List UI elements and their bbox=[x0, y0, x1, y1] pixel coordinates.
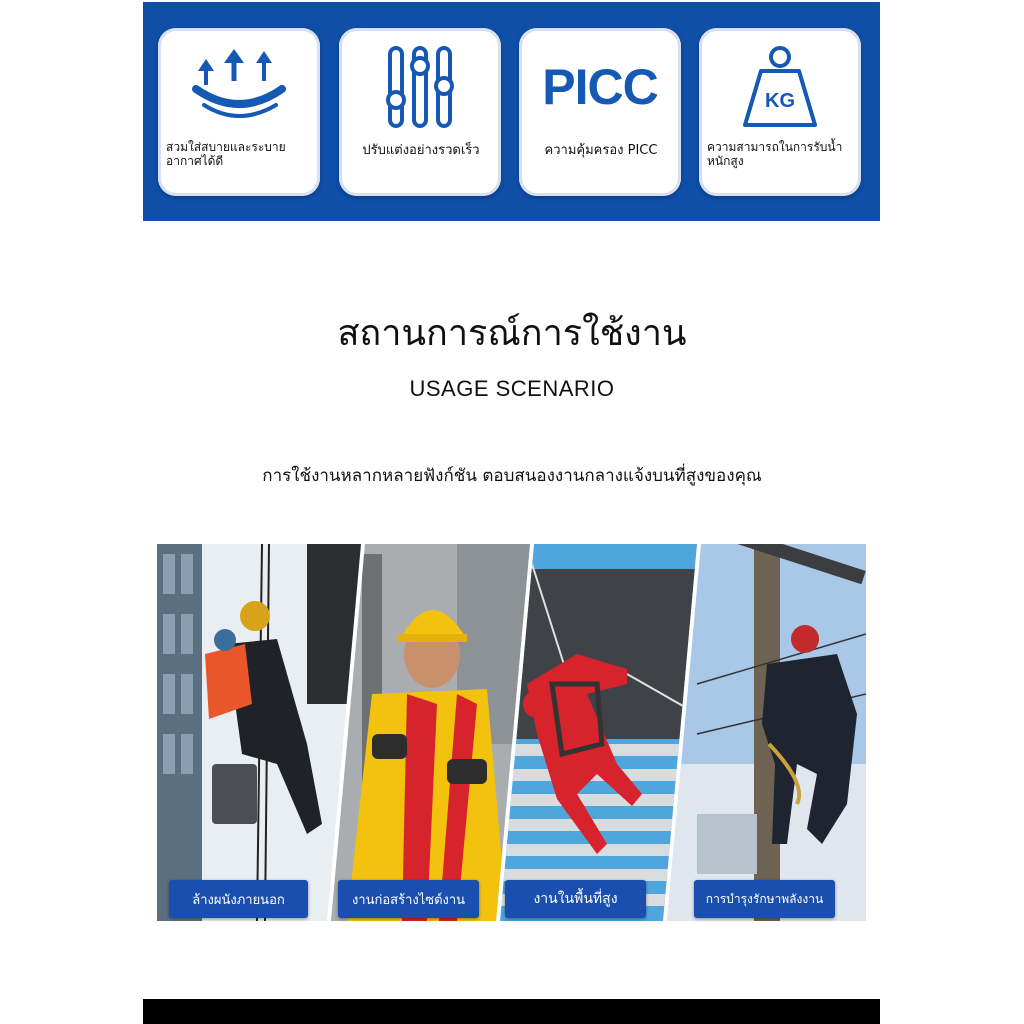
feature-card-adjust bbox=[339, 28, 501, 196]
picc-logo bbox=[519, 42, 681, 132]
feature-label: ความสามารถในการรับน้ำหนักสูง bbox=[707, 140, 843, 168]
feature-card-load bbox=[699, 28, 861, 196]
kg-weight-icon bbox=[699, 42, 861, 132]
adjust-sliders-icon bbox=[339, 42, 501, 132]
bottom-bar bbox=[143, 999, 880, 1024]
scenario-label-power-maintenance: การบำรุงรักษาพลังงาน bbox=[694, 880, 835, 918]
scenario-label-wall-cleaning: ล้างผนังภายนอก bbox=[169, 880, 308, 918]
scenario-label-high-altitude: งานในพื้นที่สูง bbox=[505, 880, 646, 918]
scenario-label-construction: งานก่อสร้างไซต์งาน bbox=[338, 880, 479, 918]
section-title: สถานการณ์การใช้งาน bbox=[337, 313, 687, 354]
kg-text: KG bbox=[765, 90, 795, 112]
scenario-photo-wall-cleaning bbox=[157, 544, 367, 921]
picc-logo-text: PICC bbox=[542, 59, 658, 115]
feature-label: ความคุ้มครอง PICC bbox=[544, 143, 658, 158]
breathable-arrows-icon bbox=[158, 42, 320, 132]
section-subtitle: USAGE SCENARIO bbox=[409, 376, 615, 401]
scenario-gallery bbox=[157, 544, 866, 921]
section-description: การใช้งานหลากหลายฟังก์ชัน ตอบสนองงานกลางแจ้งบนที่สูงของคุณ bbox=[262, 466, 762, 486]
feature-label: สวมใส่สบายและระบายอากาศได้ดี bbox=[166, 140, 286, 168]
feature-label: ปรับแต่งอย่างรวดเร็ว bbox=[362, 143, 480, 158]
scenario-photo-power-maintenance bbox=[662, 544, 866, 921]
feature-card-picc bbox=[519, 28, 681, 196]
feature-band bbox=[143, 2, 880, 221]
feature-card-breathable bbox=[158, 28, 320, 196]
